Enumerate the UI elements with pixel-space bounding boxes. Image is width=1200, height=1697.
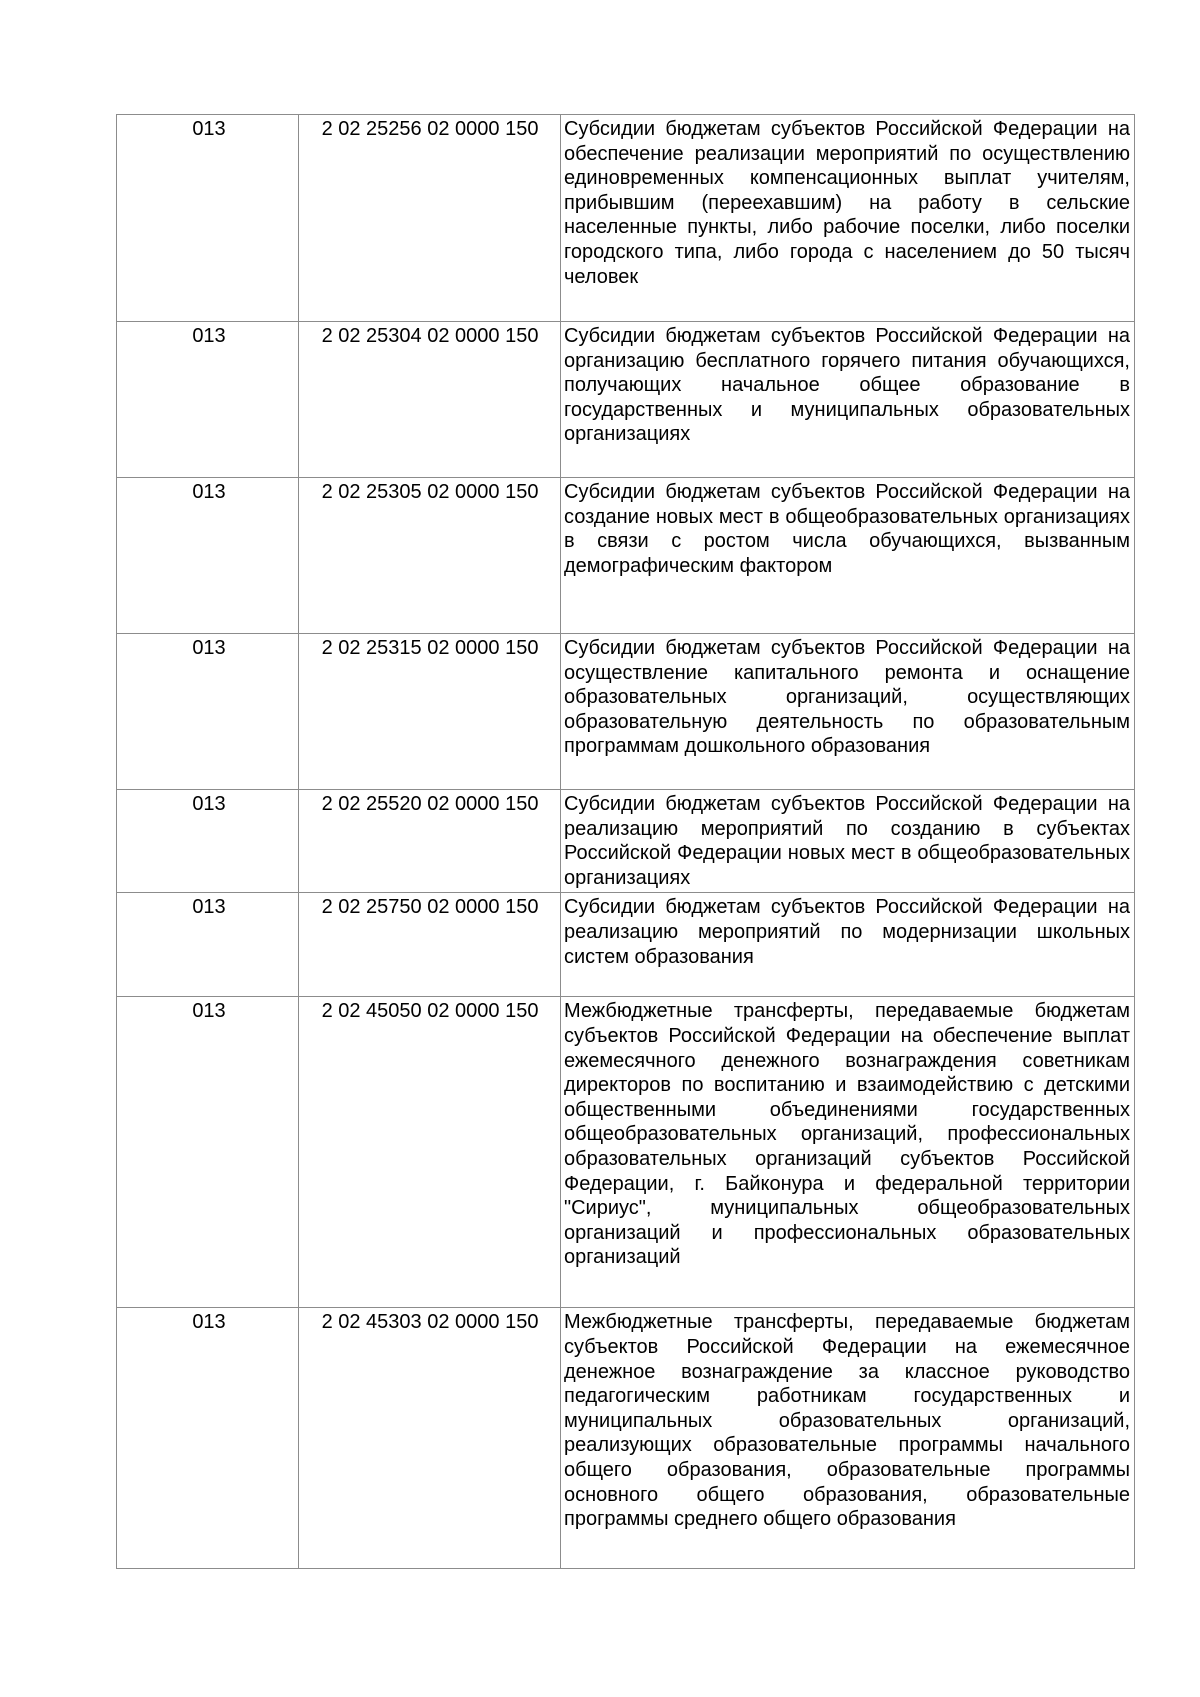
admin-code-cell: 013: [117, 893, 299, 997]
description-cell: [561, 115, 1135, 322]
description-cell: [561, 634, 1135, 790]
description-cell: [561, 997, 1135, 1308]
table-row: [117, 478, 1135, 634]
budget-codes-table: [116, 114, 1135, 1569]
table-row: [117, 322, 1135, 478]
table-row: [117, 1308, 1135, 1569]
budget-code-cell: 2 02 45050 02 0000 150: [299, 997, 561, 1308]
table-row: [117, 997, 1135, 1308]
description-cell: [561, 478, 1135, 634]
description-text: Субсидии бюджетам субъектов Российской Федерации на создание новых мест в общеобразовательных организациях в связи с ростом числа обучающихся, вызванным демографическим фактором: [564, 481, 1130, 577]
budget-code-cell: 2 02 25750 02 0000 150: [299, 893, 561, 997]
admin-code-cell: 013: [117, 634, 299, 790]
table-row: [117, 790, 1135, 893]
table-row: [117, 634, 1135, 790]
admin-code-cell: 013: [117, 115, 299, 322]
description-text: Субсидии бюджетам субъектов Российской Федерации на организацию бесплатного горячего питания обучающихся, получающих начальное общее образование в государственных и муниципальных образовательных организациях: [564, 325, 1130, 446]
description-text: Субсидии бюджетам субъектов Российской Федерации на реализацию мероприятий по модернизации школьных систем образования: [564, 896, 1130, 968]
description-cell: [561, 790, 1135, 893]
budget-code-cell: 2 02 25256 02 0000 150: [299, 115, 561, 322]
admin-code-cell: 013: [117, 790, 299, 893]
admin-code-cell: 013: [117, 1308, 299, 1569]
description-cell: [561, 322, 1135, 478]
description-text: Субсидии бюджетам субъектов Российской Федерации на осуществление капитального ремонта и оснащение образовательных организаций, осуществляющих образовательную деятельность по образовательным программам дошкольного образования: [564, 637, 1130, 758]
admin-code-cell: 013: [117, 478, 299, 634]
table-row: [117, 893, 1135, 997]
description-text: Субсидии бюджетам субъектов Российской Федерации на обеспечение реализации мероприятий по осуществлению единовременных компенсационных выплат учителям, прибывшим (переехавшим) на работу в сельские населенные пункты, либо рабочие поселки, либо поселки городского типа, либо города с населением до 50 тысяч человек: [564, 118, 1130, 288]
budget-code-cell: 2 02 25315 02 0000 150: [299, 634, 561, 790]
description-cell: [561, 1308, 1135, 1569]
admin-code-cell: 013: [117, 322, 299, 478]
table-row: [117, 115, 1135, 322]
budget-code-cell: 2 02 25520 02 0000 150: [299, 790, 561, 893]
description-text: Межбюджетные трансферты, передаваемые бюджетам субъектов Российской Федерации на ежемесячное денежное вознаграждение за классное руководство педагогическим работникам государственных и муниципальных образовательных организаций, реализующих образовательные программы начального общего образования, образовательные программы основного общего образования, образовательные программы среднего общего образования: [564, 1311, 1130, 1531]
description-text: Субсидии бюджетам субъектов Российской Федерации на реализацию мероприятий по созданию в субъектах Российской Федерации новых мест в общеобразовательных организациях: [564, 793, 1130, 889]
budget-code-cell: 2 02 25305 02 0000 150: [299, 478, 561, 634]
budget-code-cell: 2 02 25304 02 0000 150: [299, 322, 561, 478]
description-cell: [561, 893, 1135, 997]
description-text: Межбюджетные трансферты, передаваемые бюджетам субъектов Российской Федерации на обеспечение выплат ежемесячного денежного вознаграждения советникам директоров по воспитанию и взаимодействию с детскими общественными объединениями государственных общеобразовательных организаций, профессиональных образовательных организаций субъектов Российской Федерации, г. Байконура и федеральной территории "Сириус", муниципальных общеобразовательных организаций и профессиональных образовательных организаций: [564, 1000, 1130, 1269]
admin-code-cell: 013: [117, 997, 299, 1308]
budget-code-cell: 2 02 45303 02 0000 150: [299, 1308, 561, 1569]
